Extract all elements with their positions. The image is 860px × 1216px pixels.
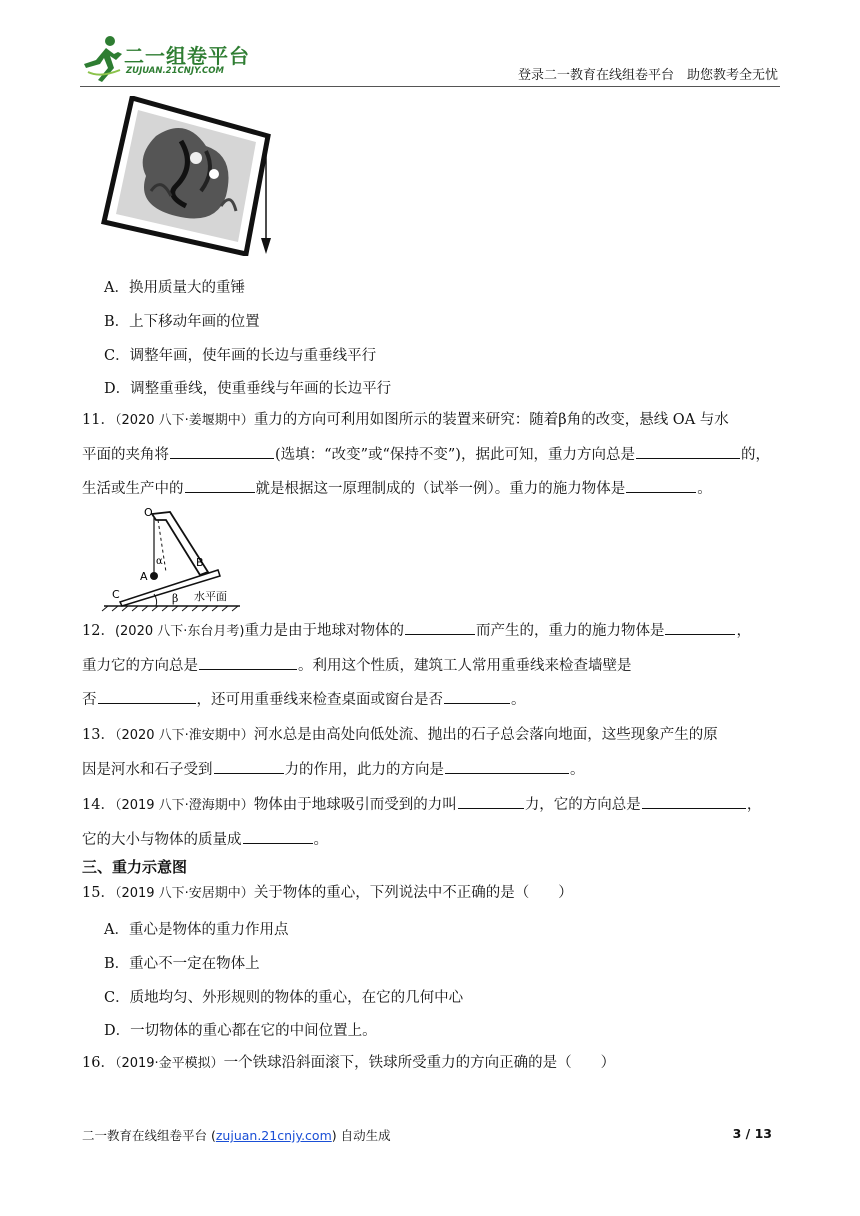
q12-blank-1[interactable] bbox=[405, 619, 475, 635]
q15-source: （2019 八下·安居期中） bbox=[114, 886, 254, 901]
question-13 bbox=[82, 718, 782, 787]
q14-number: 14． bbox=[82, 797, 115, 813]
question-14 bbox=[82, 788, 782, 857]
q11-number: 11． bbox=[82, 412, 115, 428]
q12-text-2a: 重力它的方向总是 bbox=[82, 658, 198, 674]
q10-figure-picture-plumb bbox=[96, 96, 276, 256]
plumb-bob bbox=[261, 238, 271, 254]
question-11 bbox=[82, 403, 782, 506]
q12-blank-3[interactable] bbox=[199, 654, 297, 670]
q12-source: (2020 八下·东台月考) bbox=[114, 624, 245, 639]
page-header bbox=[80, 30, 780, 88]
bob-a bbox=[150, 572, 158, 580]
logo-title: 二一组卷平台 bbox=[124, 44, 250, 68]
footer-credit bbox=[82, 1126, 391, 1144]
q13-source: （2020 八下·淮安期中） bbox=[114, 728, 254, 743]
q12-text-1a: 重力是由于地球对物体的 bbox=[244, 623, 404, 639]
q12-text-3a: 否 bbox=[82, 692, 97, 708]
q14-text-2b: 。 bbox=[313, 832, 328, 848]
q12-text-1b: 而产生的，重力的施力物体是 bbox=[475, 623, 665, 639]
q12-number: 12． bbox=[82, 623, 115, 639]
q14-blank-2[interactable] bbox=[642, 793, 746, 809]
q11-text-3a: 生活或生产中的 bbox=[82, 481, 184, 497]
q11-source: （2020 八下·姜堰期中） bbox=[114, 413, 254, 428]
footer-link[interactable]: zujuan.21cnjy.com bbox=[215, 1128, 332, 1143]
header-divider bbox=[80, 86, 780, 87]
q15-option-d: D．一切物体的重心都在它的中间位置上。 bbox=[104, 1023, 377, 1039]
footer-text-a: 二一教育在线组卷平台 ( bbox=[82, 1128, 216, 1143]
label-horizontal-plane: 水平面 bbox=[194, 590, 227, 603]
q11-text-2c: 的， bbox=[740, 447, 770, 463]
q10-option-d: D．调整重垂线，使重垂线与年画的长边平行 bbox=[104, 381, 392, 397]
q16-number: 16． bbox=[82, 1055, 115, 1071]
q11-blank-4[interactable] bbox=[626, 477, 696, 493]
q11-text-3c: 。 bbox=[697, 481, 712, 497]
label-beta: β bbox=[172, 592, 179, 605]
q14-text-1a: 物体由于地球吸引而受到的力叫 bbox=[253, 797, 457, 813]
question-12 bbox=[82, 614, 782, 717]
q13-blank-1[interactable] bbox=[214, 758, 284, 774]
label-alpha: α bbox=[156, 556, 163, 567]
q12-blank-5[interactable] bbox=[444, 688, 510, 704]
page-number: 3 / 13 bbox=[732, 1126, 772, 1141]
q14-text-1c: ， bbox=[746, 797, 762, 813]
q14-blank-1[interactable] bbox=[458, 793, 524, 809]
runner-logo-icon bbox=[80, 34, 124, 84]
section-3-title: 三、重力示意图 bbox=[82, 858, 188, 876]
q14-source: （2019 八下·澄海期中） bbox=[114, 798, 254, 813]
q12-text-2b: 。利用这个性质，建筑工人常用重垂线来检查墙壁是 bbox=[298, 658, 632, 674]
q11-text-1: 重力的方向可利用如图所示的装置来研究：随着β角的改变，悬线 OA 与水 bbox=[253, 412, 729, 428]
q11-text-3b: 就是根据这一原理制成的（试举一例）。重力的施力物体是 bbox=[255, 481, 626, 497]
label-a: A bbox=[140, 570, 148, 583]
tilted-picture-frame bbox=[104, 98, 268, 254]
label-c: C bbox=[112, 588, 120, 601]
q11-blank-1[interactable] bbox=[170, 443, 274, 459]
q15-option-b: B．重心不一定在物体上 bbox=[104, 956, 260, 972]
label-b: B bbox=[196, 556, 204, 569]
footer-text-b: ) 自动生成 bbox=[331, 1128, 391, 1143]
q10-option-b: B．上下移动年画的位置 bbox=[104, 314, 260, 330]
header-slogan: 登录二一教育在线组卷平台 助您教考全无忧 bbox=[517, 68, 778, 83]
q11-blank-2[interactable] bbox=[636, 443, 740, 459]
q15-text: 关于物体的重心，下列说法中不正确的是（ ） bbox=[253, 885, 573, 901]
q12-blank-2[interactable] bbox=[665, 619, 735, 635]
q15-option-a: A．重心是物体的重力作用点 bbox=[104, 922, 289, 938]
q11-text-2a: 平面的夹角将 bbox=[82, 447, 169, 463]
q12-text-3b: ，还可用重垂线来检查桌面或窗台是否 bbox=[196, 692, 443, 708]
q13-text-2c: 。 bbox=[570, 762, 585, 778]
q14-blank-3[interactable] bbox=[243, 828, 313, 844]
q15-number: 15． bbox=[82, 885, 115, 901]
logo-subtitle: ZUJUAN.21CNJY.COM bbox=[126, 66, 224, 76]
q13-blank-2[interactable] bbox=[445, 758, 569, 774]
q13-number: 13． bbox=[82, 727, 115, 743]
q16-text: 一个铁球沿斜面滚下，铁球所受重力的方向正确的是（ ） bbox=[223, 1055, 616, 1071]
q14-text-2a: 它的大小与物体的质量成 bbox=[82, 832, 242, 848]
question-15 bbox=[82, 876, 782, 911]
q14-text-1b: 力，它的方向总是 bbox=[524, 797, 641, 813]
q12-text-1c: ， bbox=[736, 623, 751, 639]
q10-option-a: A．换用质量大的重锤 bbox=[104, 280, 245, 296]
q13-text-1: 河水总是由高处向低处流、抛出的石子总会落向地面，这些现象产生的原 bbox=[253, 727, 718, 743]
q16-source: （2019·金平模拟） bbox=[114, 1056, 224, 1071]
question-16 bbox=[82, 1046, 782, 1081]
q12-text-3c: 。 bbox=[511, 692, 526, 708]
q15-option-c: C．质地均匀、外形规则的物体的重心，在它的几何中心 bbox=[104, 990, 464, 1006]
site-logo[interactable] bbox=[80, 30, 280, 86]
q11-text-2b: (选填：“改变”或“保持不变”)，据此可知，重力方向总是 bbox=[275, 447, 635, 463]
q13-text-2b: 力的作用，此力的方向是 bbox=[284, 762, 444, 778]
q10-option-c: C．调整年画，使年画的长边与重垂线平行 bbox=[104, 348, 377, 364]
label-o: O bbox=[144, 506, 153, 519]
q11-figure-incline bbox=[100, 502, 250, 612]
q11-blank-3[interactable] bbox=[185, 477, 255, 493]
q12-blank-4[interactable] bbox=[98, 688, 196, 704]
q13-text-2a: 因是河水和石子受到 bbox=[82, 762, 213, 778]
